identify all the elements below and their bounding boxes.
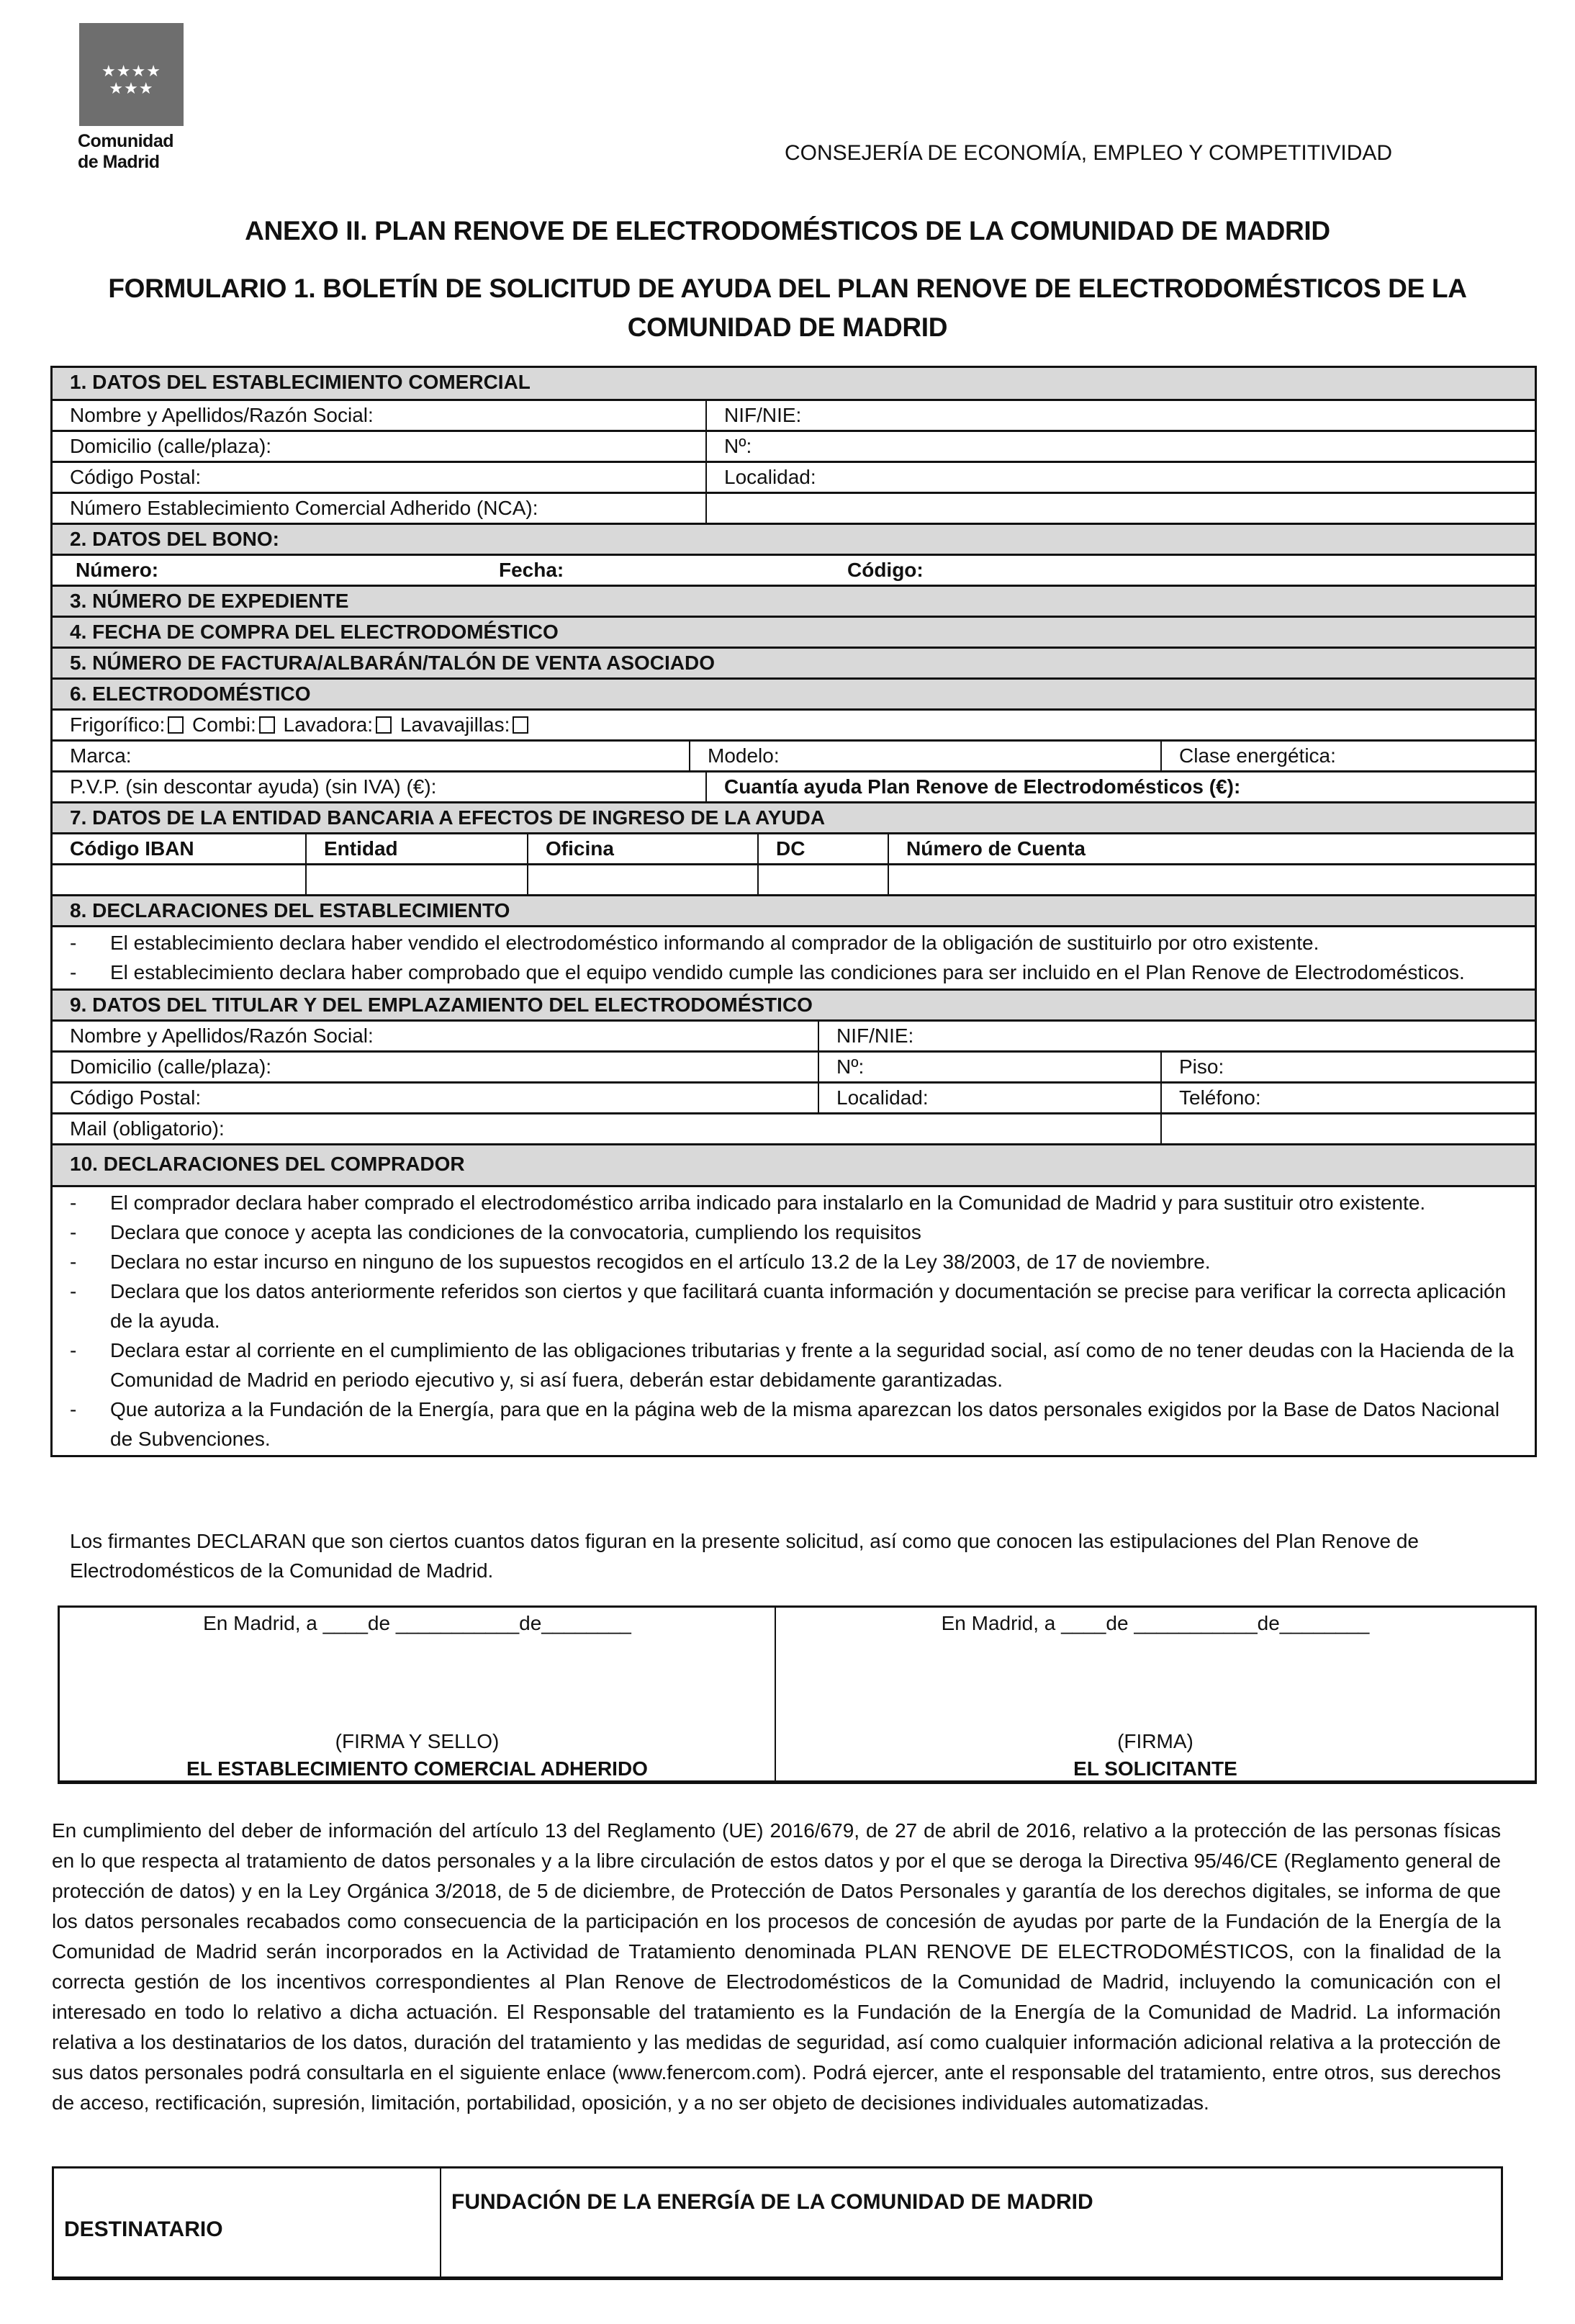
s2-number-field[interactable]: Número:	[76, 559, 159, 581]
section-5-header[interactable]	[53, 647, 1535, 677]
section-3-header[interactable]	[53, 585, 1535, 616]
declaration-item	[53, 928, 1535, 958]
declaration-item	[53, 1395, 1535, 1454]
option-frigorifico-label: Frigorífico:	[70, 713, 166, 736]
dc-input[interactable]	[757, 865, 888, 894]
option-lavavajillas-label: Lavavajillas:	[400, 713, 510, 736]
section-title: 7. DATOS DE LA ENTIDAD BANCARIA A EFECTOS DE INGRESO DE LA AYUDA	[70, 806, 826, 829]
logo-text-line: Comunidad	[78, 131, 173, 151]
s6-brand-field[interactable]: Marca:	[70, 744, 132, 767]
s9-locality-field[interactable]: Localidad:	[818, 1084, 1160, 1112]
declaration-text: Declara que los datos anteriormente referidos son ciertos y que facilitará cuanta información y documentación se precise para verificar la correcta aplicación de la ayuda.	[110, 1280, 1507, 1332]
form-title-line1: FORMULARIO 1. BOLETÍN DE SOLICITUD DE AYUDA DEL PLAN RENOVE DE ELECTRODOMÉSTICOS DE LA	[108, 274, 1467, 303]
section-title: 5. NÚMERO DE FACTURA/ALBARÁN/TALÓN DE VENTA ASOCIADO	[70, 652, 715, 674]
privacy-notice: En cumplimiento del deber de información del artículo 13 del Reglamento (UE) 2016/679, de 27 de abril de 2016, relativo a la protección de las personas físicas en lo que respecta al tratamiento de datos personales y a la libre circulación de estos datos y por el que se deroga la Directiva 95/46/CE (Reglamento general de protección de datos) y en la Ley Orgánica 3/2018, de 5 de diciembre, de Protección de Datos Personales y garantía de los derechos digitales, se informa de que los datos personales recabados como consecuencia de la participación en los procesos de concesión de ayudas por parte de la Fundación de la Energía de la Comunidad de Madrid serán incorporados en la Actividad de Tratamiento denominada PLAN RENOVE DE ELECTRODOMÉSTICOS, con la finalidad de la correcta gestión de los incentivos correspondientes al Plan Renove de Electrodomésticos de la Comunidad de Madrid, incluyendo la comunicación con el interesado en todo lo relativo a dicha actuación. El Responsable del tratamiento es la Fundación de la Energía de la Comunidad de Madrid. La información relativa a los destinatarios de los datos, duración del tratamiento y las medidas de seguridad, así como cualquier información adicional relativa a la protección de sus datos personales podrá consultarla en el siguiente enlace (www.fenercom.com). Podrá ejercer, ante el responsable del tratamiento, entre otros, sus derechos de acceso, rectificación, supresión, limitación, portabilidad, oposición, y a no ser objeto de decisiones individuales automatizadas.	[52, 1819, 1501, 2114]
s1-nif-field[interactable]: NIF/NIE:	[705, 401, 1535, 430]
stars-icon: ★★★	[109, 79, 154, 97]
appliance-type-options	[53, 711, 531, 739]
section-6-header	[53, 677, 1535, 708]
section-title: 10. DECLARACIONES DEL COMPRADOR	[70, 1153, 465, 1175]
s9-phone-field[interactable]: Teléfono:	[1160, 1084, 1535, 1112]
signature-caption: (FIRMA)	[1117, 1730, 1193, 1752]
s1-name-field[interactable]: Nombre y Apellidos/Razón Social:	[70, 404, 374, 426]
option-lavadora-label: Lavadora:	[283, 713, 374, 736]
s1-nca-label: Número Establecimiento Comercial Adherido (NCA):	[70, 497, 538, 519]
entidad-input[interactable]	[305, 865, 527, 894]
col-oficina: Oficina	[527, 834, 757, 863]
annex-title: ANEXO II. PLAN RENOVE DE ELECTRODOMÉSTICOS DE LA COMUNIDAD DE MADRID	[245, 216, 1330, 246]
declaration-item	[53, 958, 1535, 987]
section-title: 2. DATOS DEL BONO:	[70, 528, 279, 550]
date-line: En Madrid, a ____de ___________de________	[203, 1612, 631, 1634]
section-4-header[interactable]	[53, 616, 1535, 647]
section-2-header	[53, 523, 1535, 554]
declaration-text: Declara no estar incurso en ninguno de los supuestos recogidos en el artículo 13.2 de la Ley 38/2003, de 17 de noviembre.	[110, 1251, 1211, 1273]
s1-number-field[interactable]: Nº:	[705, 432, 1535, 461]
section-title: 6. ELECTRODOMÉSTICO	[70, 683, 311, 705]
section-10-header	[53, 1143, 1535, 1185]
oficina-input[interactable]	[527, 865, 757, 894]
checkbox-frigorifico[interactable]	[168, 716, 184, 734]
bullet-icon: -	[70, 1280, 77, 1302]
s1-nca-field[interactable]	[705, 494, 1535, 523]
iban-input[interactable]	[53, 865, 305, 894]
signers-declaration: Los firmantes DECLARAN que son ciertos cuantos datos figuran en la presente solicitud, así como que conocen las estipulaciones del Plan Renove de Electrodomésticos de la Comunidad de Madrid.	[70, 1530, 1419, 1582]
s2-date-field[interactable]: Fecha:	[499, 559, 564, 581]
s9-mail-field[interactable]: Mail (obligatorio):	[70, 1117, 225, 1140]
declaration-item	[53, 1217, 1535, 1247]
s8-declarations	[53, 925, 1535, 988]
col-dc: DC	[757, 834, 888, 863]
s2-code-field[interactable]: Código:	[847, 559, 924, 581]
logo-text-line: de Madrid	[78, 152, 160, 172]
application-form	[50, 366, 1537, 1457]
s9-name-field[interactable]: Nombre y Apellidos/Razón Social:	[70, 1024, 374, 1047]
section-8-header	[53, 894, 1535, 925]
section-title: 1. DATOS DEL ESTABLECIMIENTO COMERCIAL	[70, 371, 531, 393]
s9-floor-field[interactable]: Piso:	[1160, 1053, 1535, 1081]
checkbox-lavavajillas[interactable]	[513, 716, 528, 734]
s10-declarations	[53, 1185, 1535, 1455]
section-title: 8. DECLARACIONES DEL ESTABLECIMIENTO	[70, 899, 510, 922]
col-iban: Código IBAN	[70, 837, 194, 860]
s6-aid-amount-field[interactable]: Cuantía ayuda Plan Renove de Electrodomésticos (€):	[705, 773, 1535, 801]
section-7-header	[53, 801, 1535, 832]
s1-postal-code-field[interactable]: Código Postal:	[70, 466, 202, 488]
signature-establishment[interactable]	[60, 1608, 775, 1780]
recipient-box	[52, 2166, 1503, 2280]
bullet-icon: -	[70, 1339, 77, 1361]
s6-price-field[interactable]: P.V.P. (sin descontar ayuda) (sin IVA) (€):	[70, 775, 437, 798]
signature-box	[58, 1605, 1537, 1784]
signatory-label: EL ESTABLECIMIENTO COMERCIAL ADHERIDO	[186, 1757, 648, 1780]
date-line: En Madrid, a ____de ___________de________	[941, 1612, 1370, 1634]
s1-locality-field[interactable]: Localidad:	[705, 463, 1535, 492]
s9-extra-field[interactable]	[1160, 1114, 1535, 1143]
declaration-item	[53, 1276, 1535, 1336]
recipient-value: FUNDACIÓN DE LA ENERGÍA DE LA COMUNIDAD DE MADRID	[451, 2190, 1093, 2214]
section-title: 9. DATOS DEL TITULAR Y DEL EMPLAZAMIENTO DEL ELECTRODOMÉSTICO	[70, 994, 813, 1016]
section-9-header	[53, 988, 1535, 1019]
bullet-icon: -	[70, 1192, 77, 1214]
section-title: 3. NÚMERO DE EXPEDIENTE	[70, 590, 349, 612]
checkbox-combi[interactable]	[259, 716, 275, 734]
s9-postal-code-field[interactable]: Código Postal:	[70, 1086, 202, 1109]
checkbox-lavadora[interactable]	[376, 716, 392, 734]
signature-applicant[interactable]	[775, 1608, 1535, 1780]
recipient-label: DESTINATARIO	[54, 2168, 441, 2276]
numero-cuenta-input[interactable]	[888, 865, 1535, 894]
declaration-item	[53, 1336, 1535, 1395]
declaration-text: El comprador declara haber comprado el electrodoméstico arriba indicado para instalarlo en la Comunidad de Madrid y para sustituir otro existente.	[110, 1192, 1426, 1214]
declaration-text: El establecimiento declara haber vendido el electrodoméstico informando al comprador de la obligación de sustituirlo por otro existente.	[110, 932, 1319, 954]
signatory-label: EL SOLICITANTE	[1073, 1757, 1237, 1780]
bullet-icon: -	[70, 1251, 77, 1273]
section-title: 4. FECHA DE COMPRA DEL ELECTRODOMÉSTICO	[70, 621, 559, 643]
s6-model-field[interactable]: Modelo:	[689, 742, 1160, 770]
declaration-text: Declara estar al corriente en el cumplimiento de las obligaciones tributarias y frente a la seguridad social, así como de no tener deudas con la Hacienda de la Comunidad de Madrid en periodo ejecutivo y, si así fuera, deberán estar debidamente garantizadas.	[110, 1339, 1515, 1391]
declaration-text: Que autoriza a la Fundación de la Energía, para que en la página web de la misma aparezcan los datos personales exigidos por la Base de Datos Nacional de Subvenciones.	[110, 1398, 1500, 1450]
section-1-header	[53, 368, 1535, 399]
declaration-item	[53, 1247, 1535, 1276]
s9-number-field[interactable]: Nº:	[818, 1053, 1160, 1081]
bullet-icon: -	[70, 1221, 77, 1243]
s9-address-field[interactable]: Domicilio (calle/plaza):	[70, 1055, 272, 1078]
signature-caption: (FIRMA Y SELLO)	[335, 1730, 500, 1752]
s9-nif-field[interactable]: NIF/NIE:	[818, 1022, 1535, 1050]
logo-comunidad-de-madrid	[79, 23, 184, 126]
bullet-icon: -	[70, 932, 77, 954]
declaration-item	[53, 1188, 1535, 1217]
col-numero-cuenta: Número de Cuenta	[888, 834, 1535, 863]
s1-address-field[interactable]: Domicilio (calle/plaza):	[70, 435, 272, 457]
declaration-text: Declara que conoce y acepta las condiciones de la convocatoria, cumpliendo los requisitos	[110, 1221, 921, 1243]
bullet-icon: -	[70, 1398, 77, 1420]
option-combi-label: Combi:	[192, 713, 256, 736]
col-entidad: Entidad	[305, 834, 527, 863]
s6-energy-class-field[interactable]: Clase energética:	[1160, 742, 1535, 770]
bullet-icon: -	[70, 961, 77, 983]
form-title-line2: COMUNIDAD DE MADRID	[627, 312, 948, 342]
logo-text	[78, 131, 173, 173]
declaration-text: El establecimiento declara haber comprobado que el equipo vendido cumple las condiciones para ser incluido en el Plan Renove de Electrodomésticos.	[110, 961, 1465, 983]
department-name: CONSEJERÍA DE ECONOMÍA, EMPLEO Y COMPETITIVIDAD	[785, 141, 1393, 165]
stars-icon: ★★★★	[101, 62, 161, 80]
